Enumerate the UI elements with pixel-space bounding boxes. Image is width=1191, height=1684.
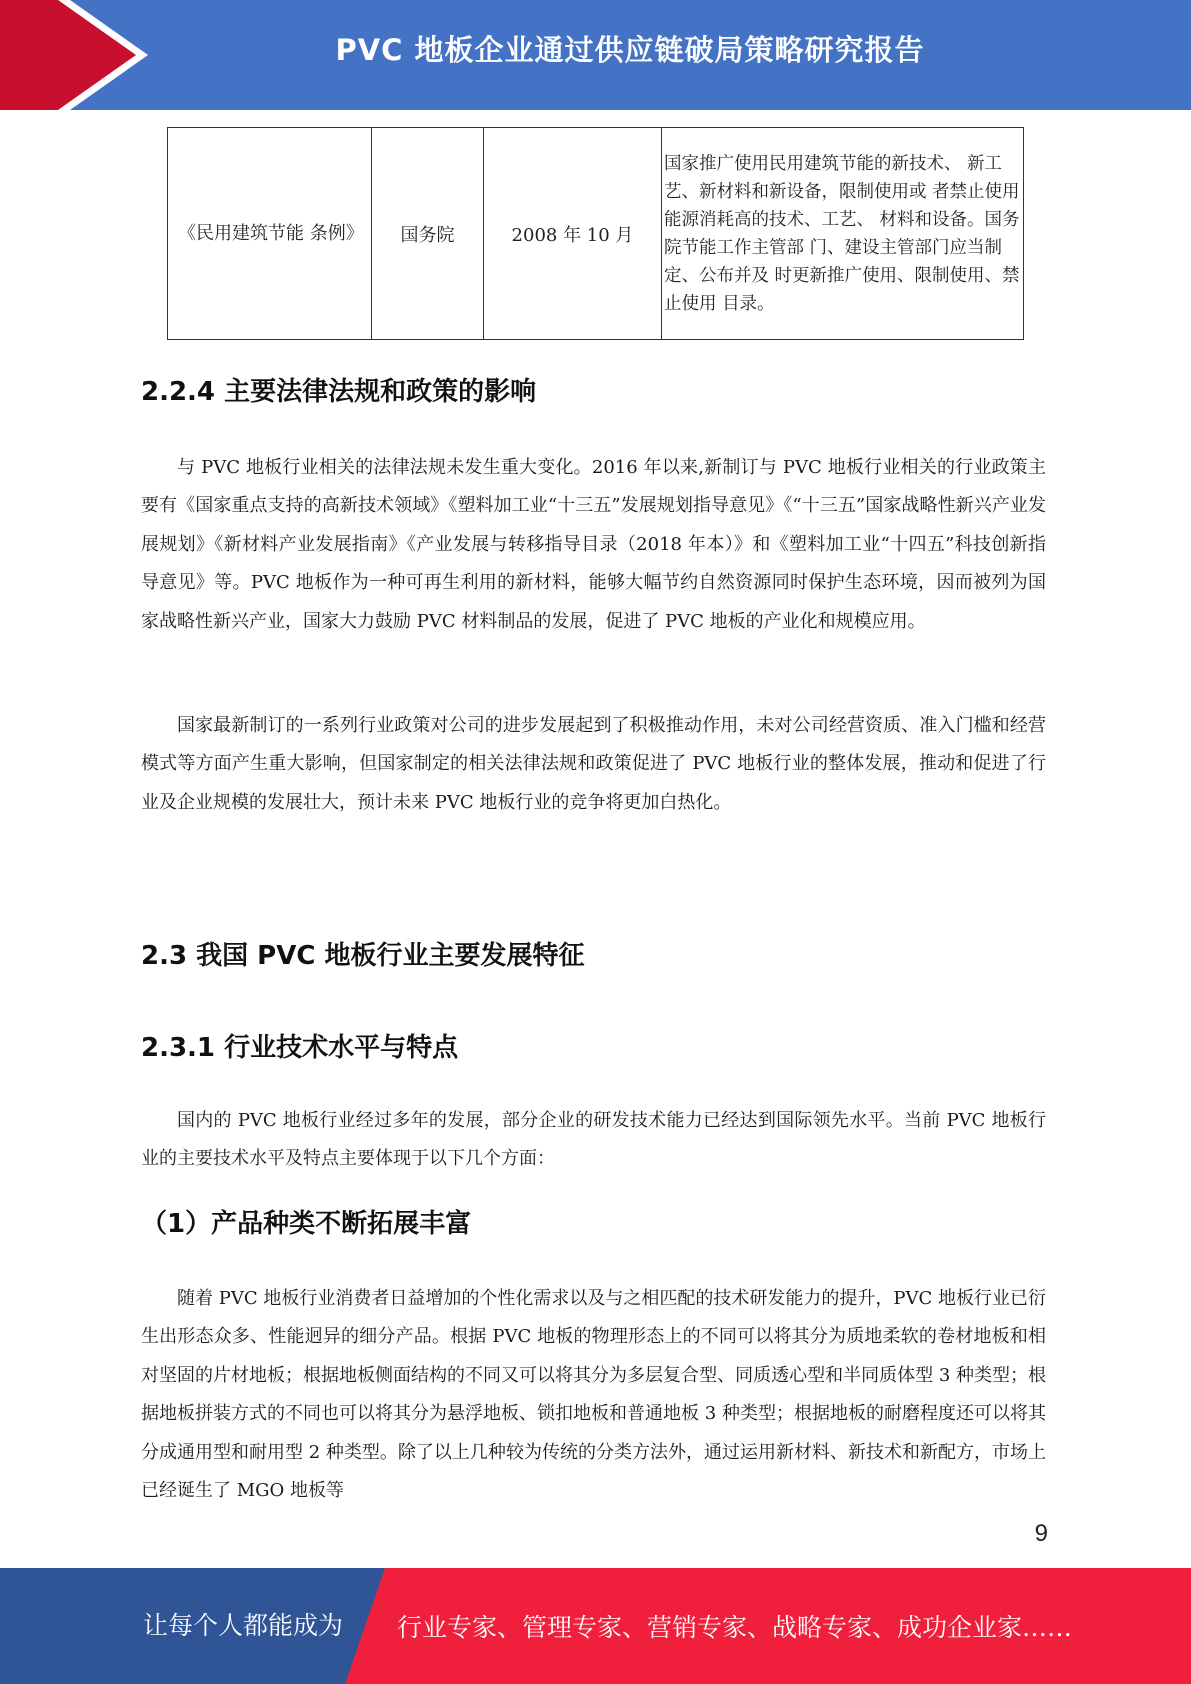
table-row <box>168 128 1024 340</box>
page-number: 9 <box>1034 1520 1048 1547</box>
section-heading-2-3: 2.3 我国 PVC 地板行业主要发展特征 <box>141 941 585 971</box>
paragraph-tech-level: 国内的 PVC 地板行业经过多年的发展，部分企业的研发技术能力已经达到国际领先水平。当前 PVC 地板行业的主要技术水平及特点主要体现于以下几个方面： <box>141 1110 1046 1170</box>
subheading-product-variety: （1）产品种类不断拓展丰富 <box>141 1209 472 1239</box>
section-heading-2-2-4: 2.2.4 主要法律法规和政策的影响 <box>141 377 537 407</box>
paragraph-laws-overview: 与 PVC 地板行业相关的法律法规未发生重大变化。2016 年以来,新制订与 PVC 地板行业相关的行业政策主要有《国家重点支持的高新技术领域》《塑料加工业“十三五”发展规划指导意见》《“十三五”国家战略性新兴产业发展规划》《新材料产业发展指南》《产业发展与转移指导目录（2018 年本）》和《塑料加工业“十四五”科技创新指导意见》等。PVC 地板作为一种可再生利用的新材料，能够大幅节约自然资源同时保护生态环境，因而被列为国家战略性新兴产业，国家大力鼓励 PVC 材料制品的发展，促进了 PVC 地板的产业化和规模应用。 <box>141 457 1046 632</box>
policy-table <box>167 127 1024 340</box>
page-header <box>0 0 1191 110</box>
page-footer <box>0 1568 1191 1684</box>
footer-slogan-left: 让每个人都能成为 <box>143 1611 344 1640</box>
paragraph-policy-impact: 国家最新制订的一系列行业政策对公司的进步发展起到了积极推动作用，未对公司经营资质、准入门槛和经营模式等方面产生重大影响，但国家制定的相关法律法规和政策促进了 PVC 地板行业的整体发展，推动和促进了行业及企业规模的发展壮大，预计未来 PVC 地板行业的竞争将更加白热化。 <box>141 715 1046 813</box>
paragraph-product-types: 随着 PVC 地板行业消费者日益增加的个性化需求以及与之相匹配的技术研发能力的提升，PVC 地板行业已衍生出形态众多、性能迥异的细分产品。根据 PVC 地板的物理形态上的不同可以将其分为质地柔软的卷材地板和相对坚固的片材地板；根据地板侧面结构的不同又可以将其分为多层复合型、同质透心型和半同质体型 3 种类型；根据地板拼装方式的不同也可以将其分为悬浮地板、锁扣地板和普通地板 3 种类型；根据地板的耐磨程度还可以将其分成通用型和耐用型 2 种类型。除了以上几种较为传统的分类方法外，通过运用新材料、新技术和新配方，市场上已经诞生了 MGO 地板等 <box>141 1288 1046 1502</box>
header-arrow-decoration <box>0 0 160 110</box>
report-title: PVC 地板企业通过供应链破局策略研究报告 <box>335 33 925 67</box>
regulation-name-cell: 《民用建筑节能 条例》 <box>168 128 372 340</box>
footer-slogan-right: 行业专家、管理专家、营销专家、战略专家、成功企业家…… <box>397 1613 1073 1642</box>
content-cell: 国家推广使用民用建筑节能的新技术、 新工艺、新材料和新设备，限制使用或 者禁止使用能源消耗高的技术、工艺、 材料和设备。国务院节能工作主管部 门、建设主管部门应当制定、公布并及 时更新推广使用、限制使用、禁止使用 目录。 <box>662 128 1024 340</box>
issuer-cell: 国务院 <box>372 128 484 340</box>
date-cell: 2008 年 10 月 <box>484 128 662 340</box>
section-heading-2-3-1: 2.3.1 行业技术水平与特点 <box>141 1033 459 1063</box>
